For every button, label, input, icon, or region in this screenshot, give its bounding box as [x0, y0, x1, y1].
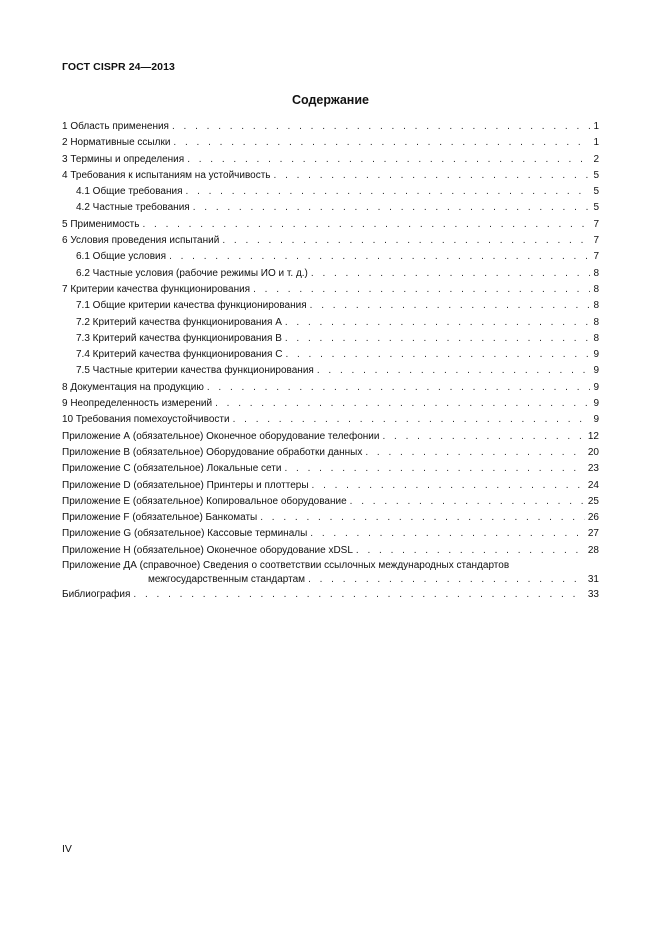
toc-entry[interactable]: [62, 412, 599, 428]
toc-dot-leader: [365, 445, 585, 461]
toc-entry-label: Приложение G (обязательное) Кассовые терминалы: [62, 528, 308, 540]
toc-entry[interactable]: [62, 249, 599, 265]
toc-entry[interactable]: [62, 380, 599, 396]
toc-entry-page: 24: [587, 479, 599, 491]
toc-dot-leader: [311, 266, 591, 282]
toc-dot-leader: [253, 282, 590, 298]
toc-dot-leader: [173, 135, 590, 151]
toc-entry[interactable]: [62, 445, 599, 461]
toc-dot-leader: [382, 429, 584, 445]
toc-entry-page: 8: [593, 267, 599, 279]
toc-entry-page: 28: [587, 544, 599, 556]
table-of-contents: [62, 119, 599, 603]
toc-entry-label: 7.5 Частные критерии качества функционирования: [76, 365, 314, 377]
toc-entry-label: 7 Критерии качества функционирования: [62, 283, 251, 295]
toc-dot-leader: [356, 543, 585, 559]
toc-entry[interactable]: [62, 543, 599, 559]
toc-entry[interactable]: [62, 135, 599, 151]
toc-entry-label: Приложение D (обязательное) Принтеры и плоттеры: [62, 479, 309, 491]
toc-entry-label: Приложение А (обязательное) Оконечное оборудование телефонии: [62, 430, 380, 442]
toc-entry-page: 8: [593, 332, 599, 344]
toc-entry-page: 27: [587, 528, 599, 540]
toc-entry-label-continued: межгосударственным стандартам: [148, 574, 306, 586]
toc-entry[interactable]: [62, 298, 599, 314]
toc-entry[interactable]: [62, 363, 599, 379]
toc-dot-leader: [285, 331, 591, 347]
toc-entry-page: 23: [587, 463, 599, 475]
toc-entry[interactable]: [62, 233, 599, 249]
toc-entry[interactable]: [62, 217, 599, 233]
toc-list: [62, 119, 599, 559]
toc-entry[interactable]: [62, 282, 599, 298]
toc-entry[interactable]: [62, 429, 599, 445]
toc-dot-leader: [317, 363, 591, 379]
toc-entry-page: 31: [587, 574, 599, 586]
toc-entry[interactable]: [62, 347, 599, 363]
toc-entry-page: 7: [593, 235, 599, 247]
document-header: ГОСТ CISPR 24—2013: [62, 61, 175, 73]
toc-entry-label: 9 Неопределенность измерений: [62, 398, 213, 410]
toc-dot-leader: [308, 572, 585, 587]
toc-dot-leader: [310, 526, 585, 542]
toc-entry-label: Приложение F (обязательное) Банкоматы: [62, 512, 258, 524]
toc-title: Содержание: [291, 93, 369, 107]
toc-entry-label: Приложение В (обязательное) Оборудование обработки данных: [62, 446, 363, 458]
toc-entry-label: Приложение ДА (справочное) Сведения о соответствии ссылочных международных стандартов: [62, 560, 510, 572]
toc-entry-label: 2 Нормативные ссылки: [62, 137, 171, 149]
toc-dot-leader: [285, 315, 591, 331]
toc-entry[interactable]: [62, 184, 599, 200]
toc-entry-label: 4 Требования к испытаниям на устойчивость: [62, 169, 271, 181]
toc-entry-label: Приложение С (обязательное) Локальные сети: [62, 463, 282, 475]
toc-dot-leader: [274, 168, 591, 184]
toc-dot-leader: [187, 152, 590, 168]
toc-entry-page: 2: [593, 153, 599, 165]
toc-entry-label: 7.4 Критерий качества функционирования С: [76, 349, 283, 361]
toc-dot-leader: [207, 380, 591, 396]
toc-entry[interactable]: [62, 266, 599, 282]
toc-entry-page: 1: [593, 121, 599, 132]
toc-dot-leader: [133, 587, 584, 603]
toc-entry-page: 26: [587, 512, 599, 524]
toc-dot-leader: [310, 298, 591, 314]
toc-entry-page: 1: [593, 137, 599, 149]
toc-entry-page: 9: [593, 365, 599, 377]
toc-entry-page: 12: [587, 430, 599, 442]
toc-entry-page: 25: [587, 495, 599, 507]
toc-entry[interactable]: [62, 119, 599, 135]
toc-entry-label: 7.1 Общие критерии качества функционирования: [76, 300, 307, 312]
toc-entry-page: 8: [593, 300, 599, 312]
toc-entry-label: Приложение Н (обязательное) Оконечное оборудование xDSL: [62, 544, 353, 556]
toc-entry[interactable]: [62, 478, 599, 494]
toc-entry[interactable]: [62, 396, 599, 412]
toc-entry-page: 9: [593, 398, 599, 410]
toc-entry-page: 7: [593, 218, 599, 230]
toc-entry[interactable]: [62, 461, 599, 477]
page-number: IV: [62, 843, 72, 855]
toc-dot-leader: [285, 347, 590, 363]
toc-dot-leader: [260, 510, 585, 526]
toc-dot-leader: [233, 412, 591, 428]
toc-entry-label: 7.3 Критерий качества функционирования В: [76, 332, 282, 344]
toc-entry-label: 6.2 Частные условия (рабочие режимы ИО и т. д.): [76, 267, 308, 279]
toc-dot-leader: [172, 119, 590, 135]
toc-entry-page: 8: [593, 316, 599, 328]
toc-entry-label: 6.1 Общие условия: [76, 251, 167, 263]
toc-entry-label: 10 Требования помехоустойчивости: [62, 414, 230, 426]
toc-dot-leader: [215, 396, 590, 412]
toc-dot-leader: [142, 217, 590, 233]
toc-dot-leader: [350, 494, 585, 510]
toc-dot-leader: [284, 461, 584, 477]
toc-entry[interactable]: [62, 494, 599, 510]
toc-entry-label: 4.1 Общие требования: [76, 186, 183, 198]
toc-entry-label: 5 Применимость: [62, 218, 140, 230]
toc-entry-label: Приложение Е (обязательное) Копировальное оборудование: [62, 495, 347, 507]
toc-entry[interactable]: [62, 152, 599, 168]
toc-dot-leader: [169, 249, 590, 265]
toc-entry[interactable]: [62, 168, 599, 184]
toc-entry-page: 20: [587, 446, 599, 458]
toc-entry-label: 6 Условия проведения испытаний: [62, 235, 220, 247]
toc-dot-leader: [312, 478, 585, 494]
toc-entry-page: 9: [593, 349, 599, 361]
toc-entry[interactable]: [62, 200, 599, 216]
toc-entry[interactable]: [62, 331, 599, 347]
toc-entry[interactable]: [62, 526, 599, 542]
toc-entry-label: 7.2 Критерий качества функционирования А: [76, 316, 282, 328]
toc-entry-appendix-da[interactable]: [62, 559, 599, 587]
toc-entry[interactable]: [62, 510, 599, 526]
toc-entry-page: 9: [593, 381, 599, 393]
toc-entry-label: 1 Область применения: [62, 121, 169, 132]
toc-entry-page: 9: [593, 414, 599, 426]
toc-entry-label: Библиография: [62, 589, 131, 601]
toc-dot-leader: [193, 200, 591, 216]
toc-entry-page: 5: [593, 169, 599, 181]
toc-entry-page: 7: [593, 251, 599, 263]
toc-dot-leader: [186, 184, 591, 200]
toc-entry-page: 5: [593, 202, 599, 214]
toc-entry-page: 5: [593, 186, 599, 198]
toc-entry-label: 3 Термины и определения: [62, 153, 185, 165]
toc-entry[interactable]: [62, 315, 599, 331]
toc-entry-page: 8: [593, 283, 599, 295]
toc-entry-label: 4.2 Частные требования: [76, 202, 190, 214]
toc-entry-page: 33: [587, 589, 599, 601]
toc-dot-leader: [222, 233, 590, 249]
toc-entry-label: 8 Документация на продукцию: [62, 381, 204, 393]
toc-entry-bibliography[interactable]: [62, 587, 599, 603]
